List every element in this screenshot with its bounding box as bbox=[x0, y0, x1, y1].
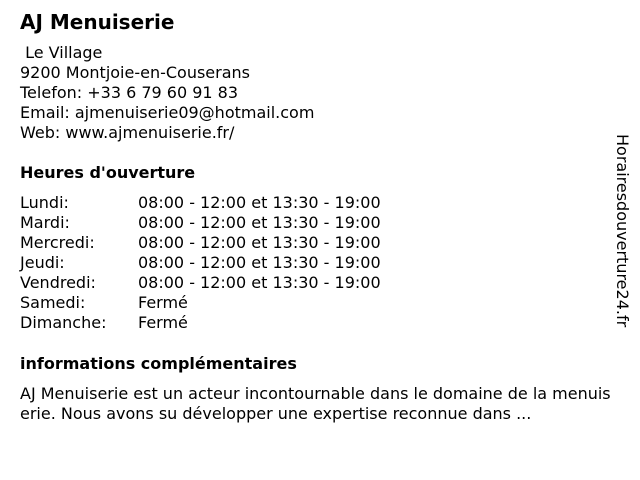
address-city: 9200 Montjoie-en-Couserans bbox=[20, 63, 251, 82]
day-label: Dimanche: bbox=[20, 313, 107, 332]
hours-row-wednesday bbox=[20, 233, 381, 253]
day-label: Lundi: bbox=[20, 193, 69, 212]
hours-row-tuesday bbox=[20, 213, 381, 233]
info-heading: informations complémentaires bbox=[20, 354, 297, 373]
contact-block bbox=[20, 43, 314, 143]
hours-row-thursday bbox=[20, 253, 381, 273]
hours-row-sunday bbox=[20, 313, 381, 333]
day-hours: 08:00 - 12:00 et 13:30 - 19:00 bbox=[138, 193, 381, 212]
day-hours: 08:00 - 12:00 et 13:30 - 19:00 bbox=[138, 273, 381, 292]
phone-number[interactable]: Telefon: +33 6 79 60 91 83 bbox=[20, 83, 239, 102]
hours-row-saturday bbox=[20, 293, 381, 313]
day-hours: 08:00 - 12:00 et 13:30 - 19:00 bbox=[138, 253, 381, 272]
day-hours: Fermé bbox=[138, 313, 188, 332]
website-link[interactable]: Web: www.ajmenuiserie.fr/ bbox=[20, 123, 235, 142]
business-name: AJ Menuiserie bbox=[20, 10, 175, 34]
day-label: Mardi: bbox=[20, 213, 70, 232]
hours-table bbox=[20, 193, 381, 333]
day-label: Vendredi: bbox=[20, 273, 96, 292]
day-label: Mercredi: bbox=[20, 233, 95, 252]
day-label: Samedi: bbox=[20, 293, 86, 312]
hours-row-monday bbox=[20, 193, 381, 213]
day-hours: 08:00 - 12:00 et 13:30 - 19:00 bbox=[138, 233, 381, 252]
business-description: AJ Menuiserie est un acteur incontournable dans le domaine de la menuiserie. Nous avons su développer une expertise reconnue dans ... bbox=[20, 384, 611, 423]
day-hours: Fermé bbox=[138, 293, 188, 312]
email-address[interactable]: Email: ajmenuiserie09@hotmail.com bbox=[20, 103, 315, 122]
hours-row-friday bbox=[20, 273, 381, 293]
hours-heading: Heures d'ouverture bbox=[20, 163, 196, 182]
side-brand-watermark: Horairesdouverture24.fr bbox=[613, 134, 632, 328]
address-street: Le Village bbox=[20, 43, 103, 62]
day-hours: 08:00 - 12:00 et 13:30 - 19:00 bbox=[138, 213, 381, 232]
day-label: Jeudi: bbox=[20, 253, 65, 272]
